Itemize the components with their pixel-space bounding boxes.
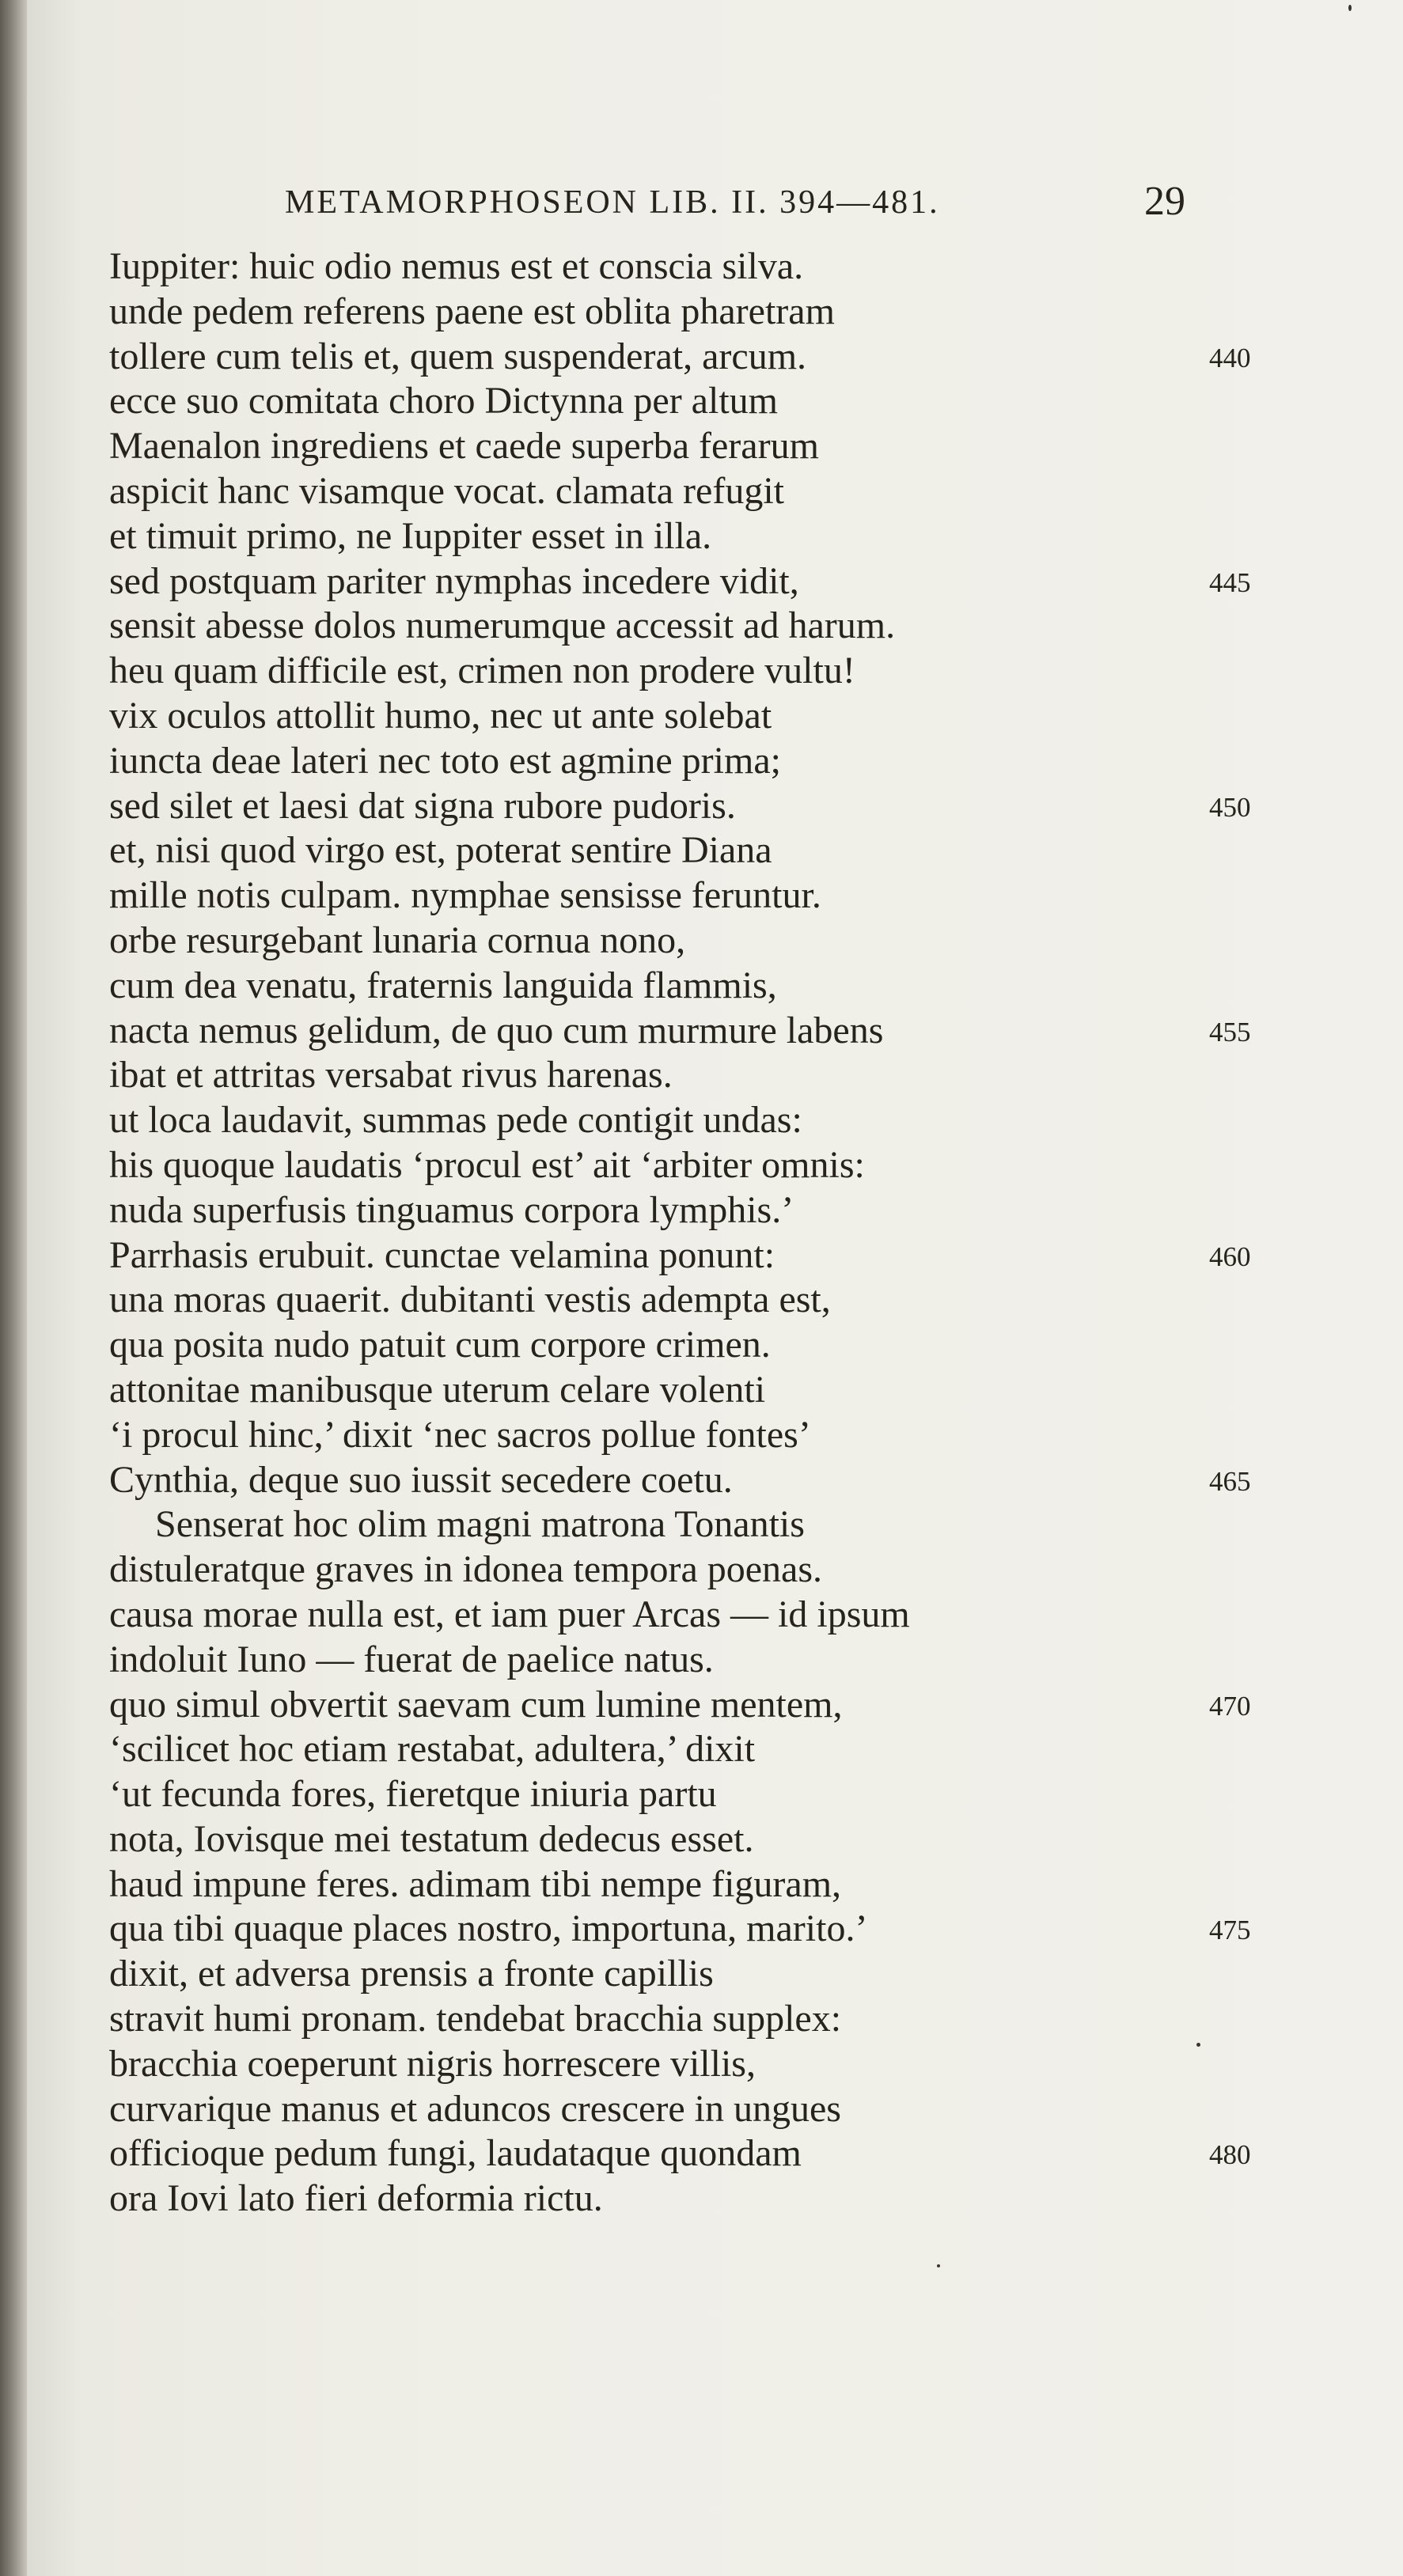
verse-line: [109, 694, 1217, 739]
running-header-title: METAMORPHOSEON LIB. II. 394—481.: [285, 184, 940, 221]
verse-line: [109, 335, 1251, 380]
verse-line-text: nota, Iovisque mei testatum dedecus esset.: [109, 1817, 754, 1860]
verse-line-text: mille notis culpam. nymphae sensisse feruntur.: [109, 874, 821, 917]
verse-line: [109, 379, 1217, 424]
verse-line-text: quo simul obvertit saevam cum lumine mentem,: [109, 1683, 843, 1726]
verse-line: [109, 919, 1217, 964]
verse-line: [109, 514, 1217, 559]
verse-line-text: ‘scilicet hoc etiam restabat, adultera,’ dixit: [109, 1728, 756, 1771]
verse-line: [109, 739, 1217, 784]
verse-line-text: Iuppiter: huic odio nemus est et conscia silva.: [109, 245, 804, 287]
verse-line: [109, 559, 1251, 604]
verse-line: [109, 1323, 1217, 1368]
verse-line: [109, 1458, 1251, 1503]
verse-line: [109, 424, 1217, 469]
verse-line: [109, 1143, 1217, 1188]
verse-line: [109, 1817, 1217, 1862]
verse-line-text: aspicit hanc visamque vocat. clamata refugit: [109, 469, 784, 512]
verse-line: [109, 1997, 1217, 2042]
verse-line: [109, 649, 1217, 694]
verse-line-text: una moras quaerit. dubitanti vestis adempta est,: [109, 1279, 831, 1321]
ink-speck: [937, 2264, 940, 2267]
verse-line: [109, 290, 1217, 335]
verse-line: [109, 964, 1217, 1009]
verse-line: [109, 2087, 1217, 2132]
verse-line: [109, 873, 1217, 919]
verse-line: [109, 1547, 1217, 1593]
verse-line: [109, 1278, 1217, 1323]
verse-line-text: ora Iovi lato fieri deformia rictu.: [109, 2177, 603, 2220]
verse-line-text: sed silet et laesi dat signa rubore pudoris.: [109, 784, 736, 827]
verse-line-text: ‘ut fecunda fores, fieretque iniuria partu: [109, 1773, 717, 1816]
verse-line-text: vix oculos attollit humo, nec ut ante solebat: [109, 694, 772, 737]
verse-line-text: his quoque laudatis ‘procul est’ ait ‘arbiter omnis:: [109, 1143, 865, 1186]
verse-line-text: Senserat hoc olim magni matrona Tonantis: [155, 1503, 805, 1546]
verse-line: [109, 1638, 1217, 1683]
line-number: 475: [1209, 1915, 1251, 1946]
verse-line-text: sensit abesse dolos numerumque accessit ad harum.: [109, 604, 896, 647]
verse-line-text: indoluit Iuno — fuerat de paelice natus.: [109, 1638, 714, 1680]
verse-line: [109, 2176, 1217, 2222]
verse-line-text: dixit, et adversa prensis a fronte capillis: [109, 1953, 714, 1995]
verse-line: [109, 604, 1217, 649]
verse-line: [109, 1727, 1217, 1772]
line-number: 450: [1209, 791, 1251, 823]
line-number: 445: [1209, 566, 1251, 598]
verse-line-text: causa morae nulla est, et iam puer Arcas — id ipsum: [109, 1593, 910, 1635]
verse-line: [109, 1098, 1217, 1143]
verse-line-text: distuleratque graves in idonea tempora poenas.: [109, 1548, 823, 1591]
verse-line-text: et timuit primo, ne Iuppiter esset in illa.: [109, 514, 712, 557]
line-number: 470: [1209, 1690, 1251, 1722]
verse-line: [109, 1188, 1217, 1233]
verse-line-text: et, nisi quod virgo est, poterat sentire Diana: [109, 829, 772, 872]
verse-line: [109, 1413, 1217, 1458]
book-binding-shadow: [0, 0, 27, 2576]
verse-line: [109, 1368, 1217, 1413]
verse-line: [109, 784, 1251, 829]
ink-speck: [1348, 5, 1352, 11]
verse-line-text: sed postquam pariter nymphas incedere vidit,: [109, 559, 799, 602]
verse-line-text: qua tibi quaque places nostro, importuna, marito.’: [109, 1907, 868, 1950]
line-number: 440: [1209, 342, 1251, 373]
verse-line-text: officioque pedum fungi, laudataque quondam: [109, 2132, 802, 2175]
verse-line-text: Parrhasis erubuit. cunctae velamina ponunt:: [109, 1233, 775, 1276]
verse-line-text: haud impune feres. adimam tibi nempe figuram,: [109, 1862, 842, 1905]
verse-line-text: unde pedem referens paene est oblita pharetram: [109, 290, 835, 332]
verse-line-text: stravit humi pronam. tendebat bracchia supplex:: [109, 1998, 842, 2040]
verse-line-text: orbe resurgebant lunaria cornua nono,: [109, 919, 686, 961]
book-page: [27, 0, 1403, 2576]
verse-line-text: Cynthia, deque suo iussit secedere coetu.: [109, 1458, 733, 1501]
verse-line: [109, 1593, 1217, 1638]
verse-line: [109, 469, 1217, 514]
verse-line: [109, 1053, 1217, 1098]
verse-line-text: curvarique manus et aduncos crescere in ungues: [109, 2087, 841, 2130]
verse-line: [109, 1009, 1251, 1054]
verse-line: [109, 2131, 1251, 2176]
verse-line-text: heu quam difficile est, crimen non prodere vultu!: [109, 650, 855, 692]
verse-line: [109, 1772, 1217, 1817]
verse-line-text: iuncta deae lateri nec toto est agmine prima;: [109, 739, 781, 782]
verse-line: [109, 1502, 1217, 1547]
verse-line: [109, 828, 1217, 873]
verse-line: [109, 1233, 1251, 1279]
verse-line-text: nacta nemus gelidum, de quo cum murmure labens: [109, 1009, 884, 1051]
line-number: 480: [1209, 2139, 1251, 2171]
verse-line-text: Maenalon ingrediens et caede superba ferarum: [109, 425, 819, 468]
line-number: 455: [1209, 1016, 1251, 1047]
verse-line-text: cum dea venatu, fraternis languida flammis,: [109, 964, 777, 1006]
verse-line-text: ecce suo comitata choro Dictynna per altum: [109, 380, 778, 422]
verse-line-text: ibat et attritas versabat rivus harenas.: [109, 1054, 673, 1097]
verse-text-body: [109, 244, 1251, 2222]
line-number: 465: [1209, 1465, 1251, 1497]
verse-line-text: ‘i procul hinc,’ dixit ‘nec sacros pollue fontes’: [109, 1413, 811, 1456]
page-number: 29: [1144, 179, 1185, 224]
verse-line: [109, 1907, 1251, 1952]
verse-line-text: nuda superfusis tinguamus corpora lymphis.’: [109, 1188, 794, 1231]
verse-line-text: attonitae manibusque uterum celare volenti: [109, 1368, 766, 1411]
verse-line: [109, 1952, 1217, 1997]
verse-line-text: bracchia coeperunt nigris horrescere villis,: [109, 2042, 756, 2085]
verse-line: [109, 2042, 1217, 2087]
verse-line: [109, 1683, 1251, 1728]
verse-line-text: ut loca laudavit, summas pede contigit undas:: [109, 1099, 802, 1142]
verse-line-text: qua posita nudo patuit cum corpore crimen.: [109, 1324, 771, 1366]
ink-speck: [1196, 2043, 1200, 2047]
verse-line: [109, 244, 1217, 290]
line-number: 460: [1209, 1241, 1251, 1272]
verse-line-text: tollere cum telis et, quem suspenderat, arcum.: [109, 335, 807, 377]
verse-line: [109, 1862, 1217, 1907]
